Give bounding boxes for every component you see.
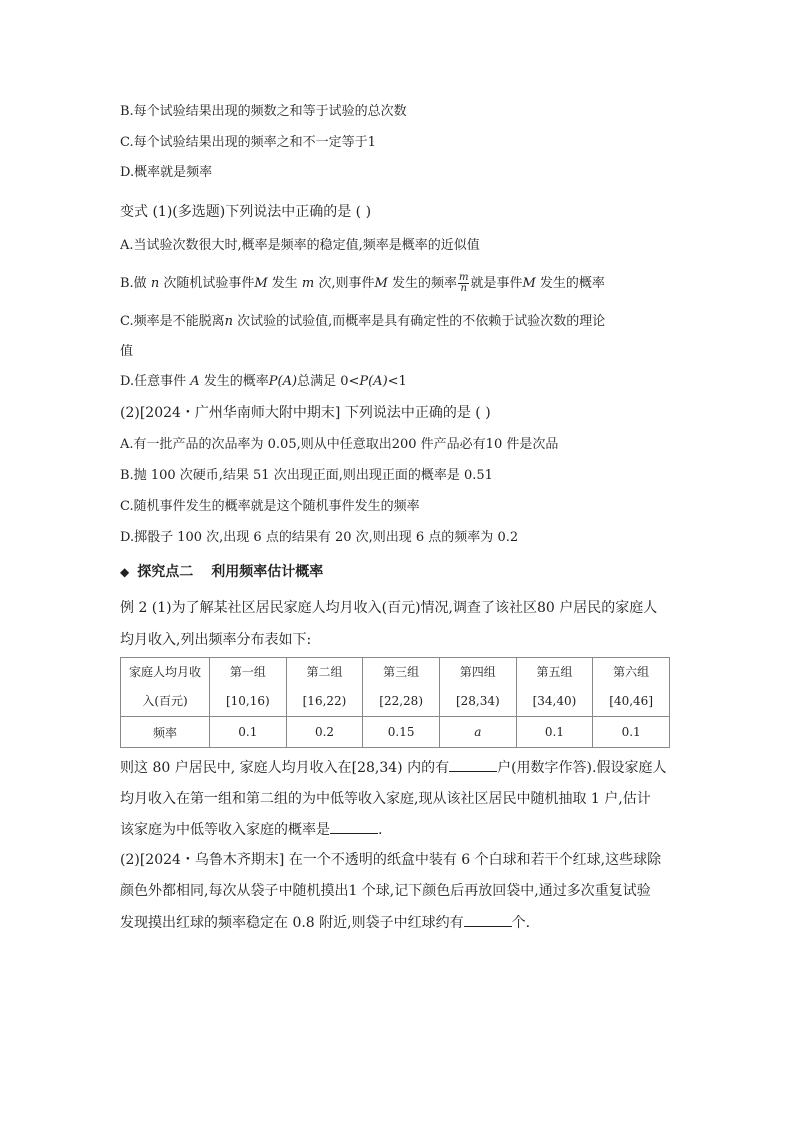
fraction-m-over-n: $\frac{m}{n}$ xyxy=(458,272,469,294)
answer-blank xyxy=(330,821,378,834)
section-title: 利用频率估计概率 xyxy=(211,564,324,580)
variant-option-c-line2: 值 xyxy=(120,344,134,359)
question2-option-b: B.抛 100 次硬币,结果 51 次出现正面,则出现正面的概率是 0.51 xyxy=(120,468,493,483)
table-group-cell: 第四组 [28,34) xyxy=(439,658,516,717)
table-frequency-cell: 0.2 xyxy=(286,717,363,748)
example-after-line2: 均月收入在第一组和第二组的为中低等收入家庭,现从该社区居民中随机抽取 1 户,估计 xyxy=(120,791,651,807)
variant-option-c-line1: C.频率是不能脱离n 次试验的试验值,而概率是具有确定性的不依赖于试验次数的理论 xyxy=(120,314,606,329)
question2-stem: (2)[2024・广州华南师大附中期末] 下列说法中正确的是 ( ) xyxy=(120,405,491,421)
option-d: D.概率就是频率 xyxy=(120,165,213,180)
question2-option-a: A.有一批产品的次品率为 0.05,则从中任意取出200 件产品必有10 件是次品 xyxy=(120,437,559,452)
table-frequency-row xyxy=(121,717,670,748)
diamond-icon: ◆ xyxy=(120,565,130,579)
question2b-line2: 颜色外都相同,每次从袋子中随机摸出1 个球,记下颜色后再放回袋中,通过多次重复试验 xyxy=(120,883,651,899)
option-c: C.每个试验结果出现的频率之和不一定等于1 xyxy=(120,135,376,150)
table-frequency-label: 频率 xyxy=(121,717,210,748)
table-frequency-cell: 0.15 xyxy=(363,717,440,748)
question2b-line1: (2)[2024・乌鲁木齐期末] 在一个不透明的纸盒中装有 6 个白球和若干个红球,这些球除 xyxy=(120,852,662,868)
table-frequency-cell: a xyxy=(439,717,516,748)
example-after-line1: 则这 80 户居民中, 家庭人均月收入在[28,34) 内的有 户(用数字作答).假设家庭人 xyxy=(120,760,667,776)
table-group-cell: 第二组 [16,22) xyxy=(286,658,363,717)
table-group-cell: 第五组 [34,40) xyxy=(516,658,593,717)
question2-option-c: C.随机事件发生的概率就是这个随机事件发生的频率 xyxy=(120,499,420,514)
option-b: B.每个试验结果出现的频数之和等于试验的总次数 xyxy=(120,104,407,119)
variant-stem: 变式 (1)(多选题)下列说法中正确的是 ( ) xyxy=(120,204,372,220)
variant-option-a: A.当试验次数很大时,概率是频率的稳定值,频率是概率的近似值 xyxy=(120,238,480,253)
variant-option-d: D.任意事件 A 发生的概率P(A)总满足 0<P(A)<1 xyxy=(120,374,407,389)
table-group-cell: 第六组 [40,46] xyxy=(593,658,670,717)
variant-option-b: B.做 n 次随机试验事件M 发生 m 次,则事件M 发生的频率 $\frac{m}{n}$ 就是事件M 发生的概率 xyxy=(120,272,605,294)
answer-blank xyxy=(464,914,512,927)
example-line2: 均月收入,列出频率分布表如下: xyxy=(120,632,312,648)
question2b-line3: 发现摸出红球的频率稳定在 0.8 附近,则袋子中红球约有 个. xyxy=(120,915,531,931)
table-frequency-cell: 0.1 xyxy=(593,717,670,748)
example-line1: 例 2 (1)为了解某社区居民家庭人均月收入(百元)情况,调查了该社区80 户居民的家庭人 xyxy=(120,600,658,616)
table-header-row xyxy=(121,658,670,717)
table-group-cell: 第三组 [22,28) xyxy=(363,658,440,717)
table-header-cell: 家庭人均月收 入(百元) xyxy=(121,658,210,717)
answer-blank xyxy=(449,759,497,772)
example-after-line3: 该家庭为中低等收入家庭的概率是 . xyxy=(120,822,383,838)
frequency-table xyxy=(120,657,670,748)
table-frequency-cell: 0.1 xyxy=(210,717,287,748)
question2-option-d: D.掷骰子 100 次,出现 6 点的结果有 20 次,则出现 6 点的频率为 0.2 xyxy=(120,530,519,545)
section-label: 探究点二 xyxy=(137,564,194,580)
table-group-cell: 第一组 [10,16) xyxy=(210,658,287,717)
table-frequency-cell: 0.1 xyxy=(516,717,593,748)
section-heading xyxy=(120,562,323,582)
